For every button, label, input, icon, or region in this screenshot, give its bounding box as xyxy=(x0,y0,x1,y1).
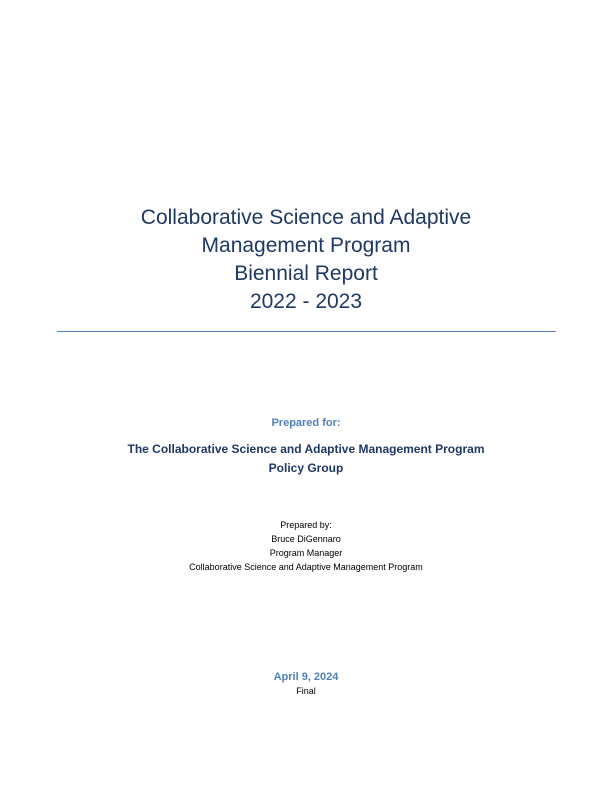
title-line-4: 2022 - 2023 xyxy=(249,290,363,313)
prepared-for-org-line-2: Policy Group xyxy=(268,461,344,475)
prepared-for-label: Prepared for: xyxy=(271,417,341,429)
title-divider xyxy=(57,331,556,332)
title-line-2: Management Program xyxy=(201,234,411,257)
prepared-by-organization: Collaborative Science and Adaptive Management Program xyxy=(189,562,423,572)
prepared-by-label: Prepared by: xyxy=(280,520,332,530)
prepared-by-name: Bruce DiGennaro xyxy=(271,534,341,544)
report-date: April 9, 2024 xyxy=(273,671,339,683)
prepared-for-org-line-1: The Collaborative Science and Adaptive Management Program xyxy=(127,442,485,456)
title-line-1: Collaborative Science and Adaptive xyxy=(140,206,472,229)
report-title xyxy=(0,204,612,316)
title-line-3: Biennial Report xyxy=(234,262,378,285)
prepared-by-role: Program Manager xyxy=(269,548,343,558)
prepared-by-block xyxy=(0,518,612,574)
prepared-for-organization xyxy=(0,440,612,478)
report-status: Final xyxy=(296,686,316,696)
